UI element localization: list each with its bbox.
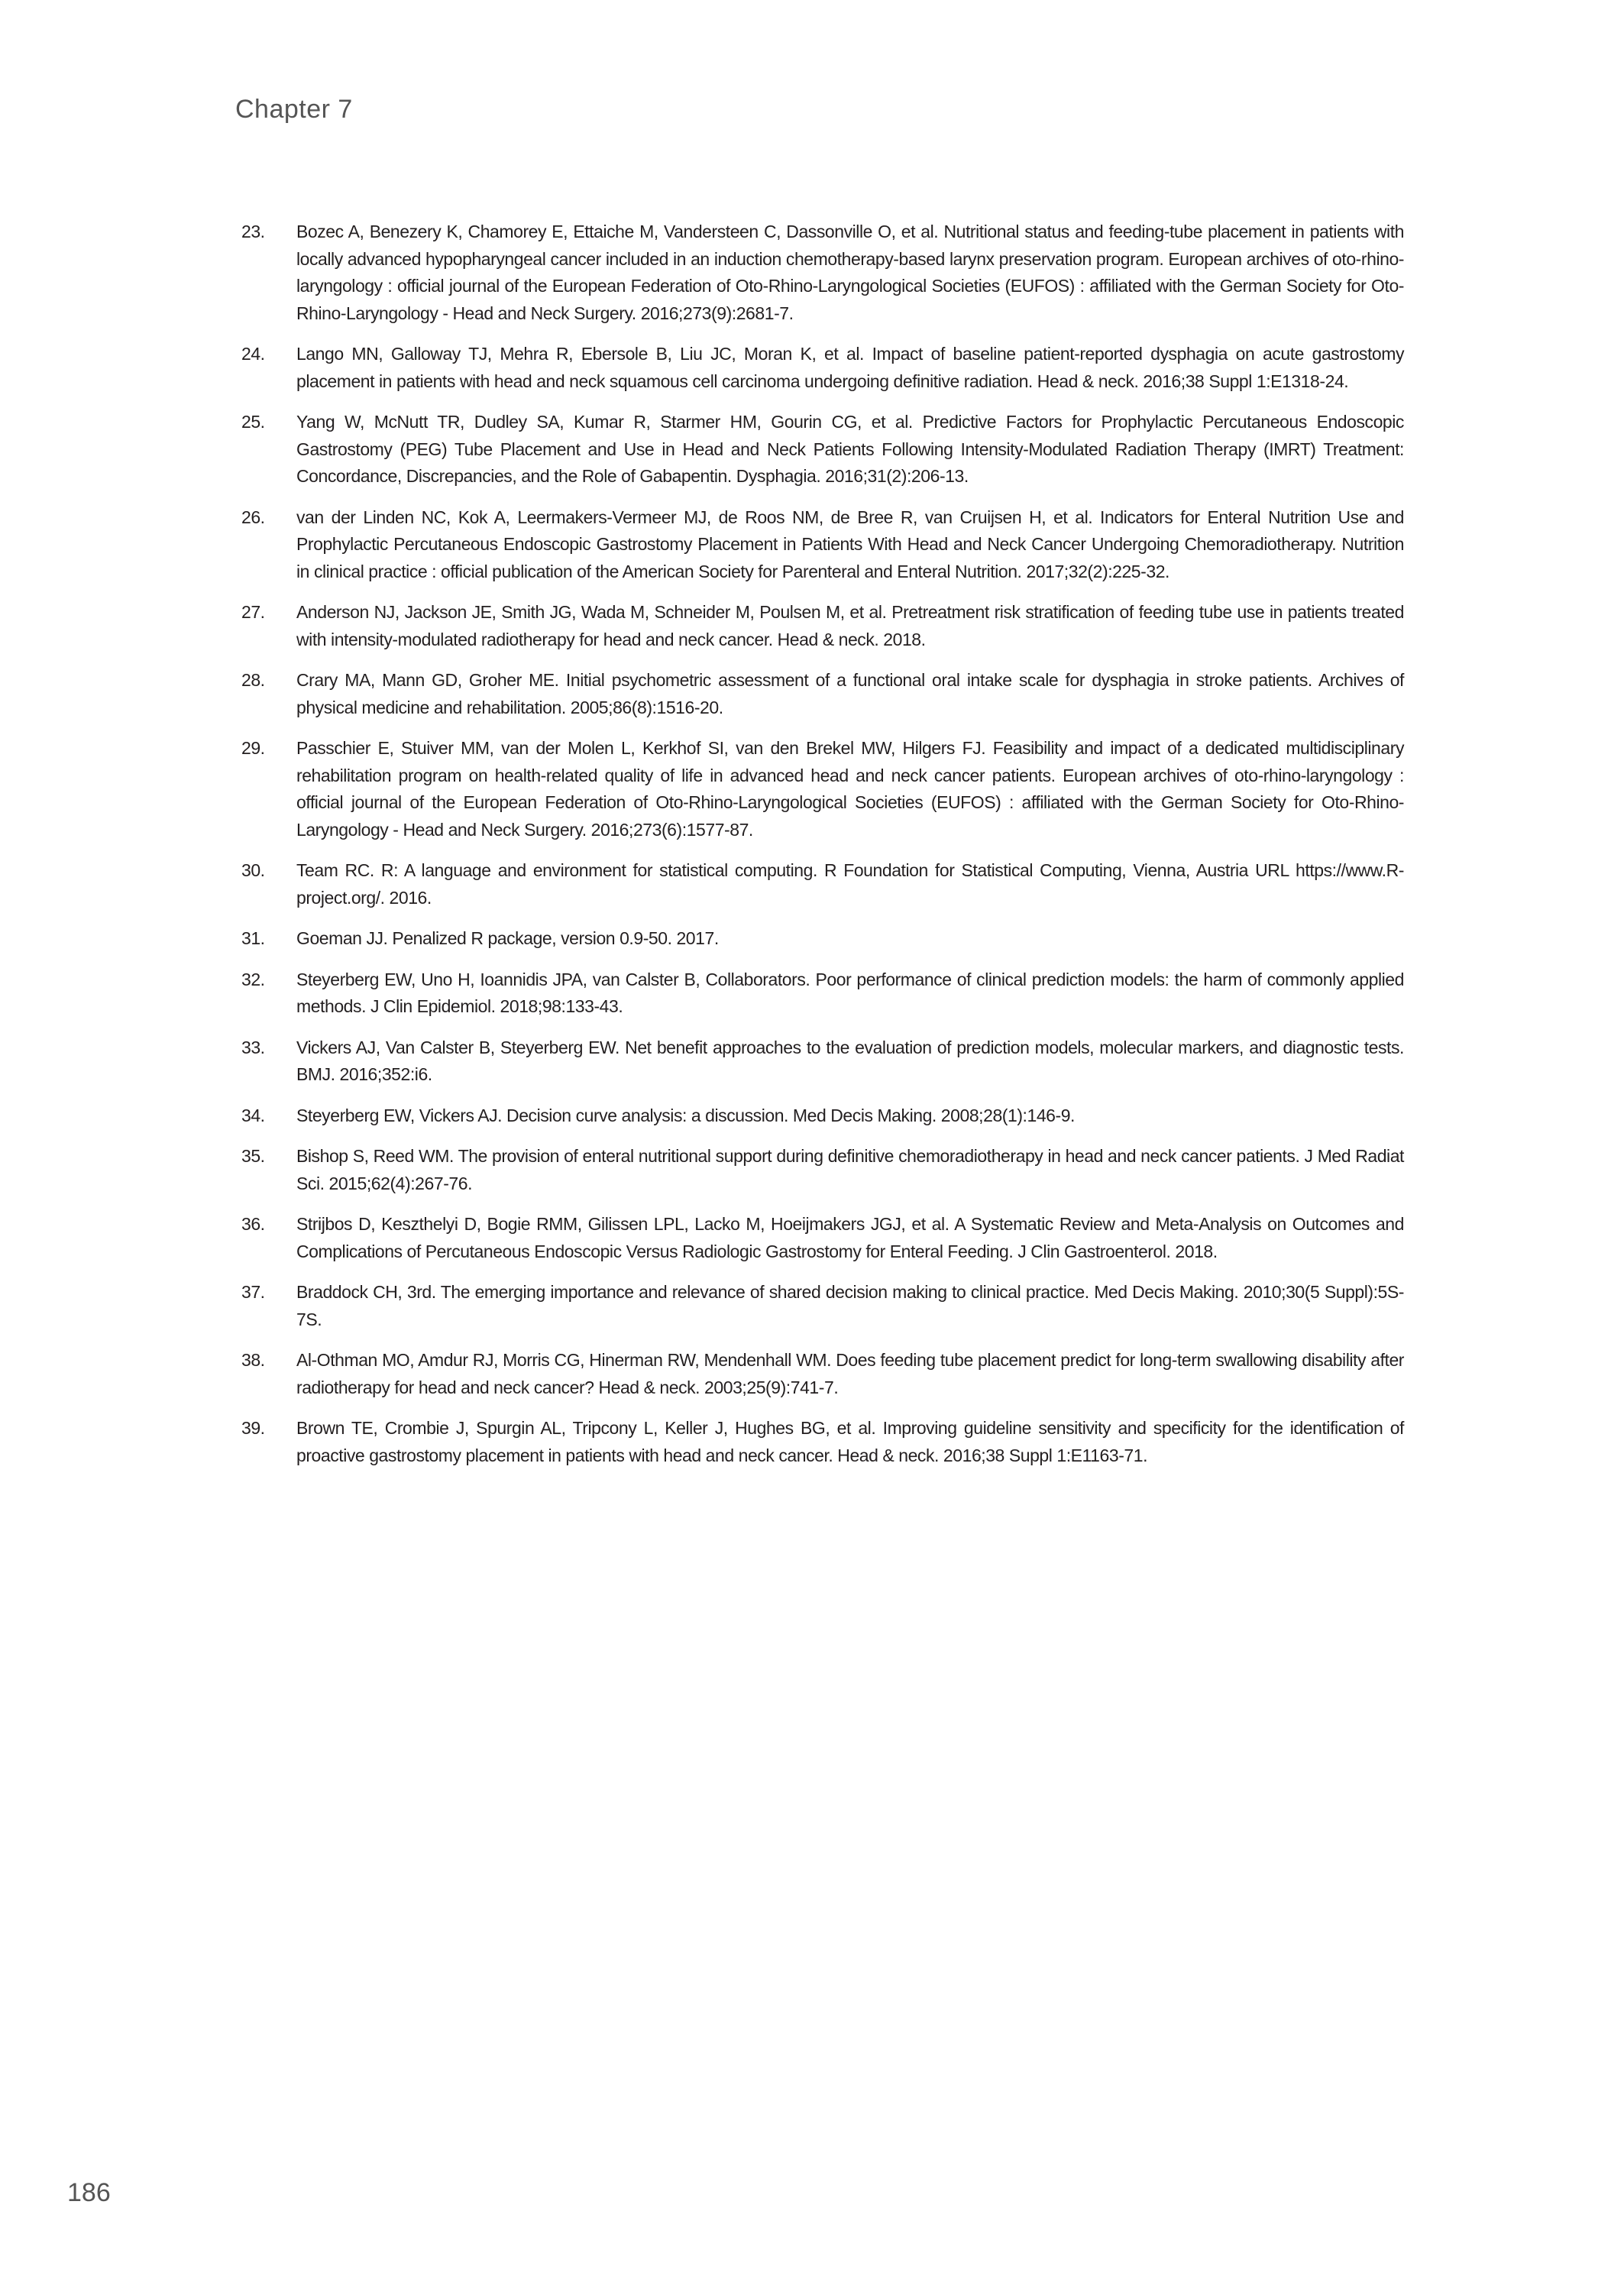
reference-item [241,1279,1404,1333]
reference-number: 39. [241,1418,265,1438]
reference-number: 27. [241,602,265,622]
reference-text: Yang W, McNutt TR, Dudley SA, Kumar R, Starmer HM, Gourin CG, et al. Predictive Factors for Prophylactic Percutaneous Endoscopic Gastrostomy (PEG) Tube Placement and Use in Head and Neck Patients Following Intensity-Modulated Radiation Therapy (IMRT) Treatment: Concordance, Discrepancies, and the Role of Gabapentin. Dysphagia. 2016;31(2):206-13. [296,412,1404,486]
reference-number: 28. [241,670,265,690]
reference-list [241,219,1404,1483]
reference-item [241,1211,1404,1265]
reference-text: van der Linden NC, Kok A, Leermakers-Vermeer MJ, de Roos NM, de Bree R, van Cruijsen H, et al. Indicators for Enteral Nutrition Use and Prophylactic Percutaneous Endoscopic Gastrostomy Placement in Patients With Head and Neck Cancer Undergoing Chemoradiotherapy. Nutrition in clinical practice : official publication of the American Society for Parenteral and Enteral Nutrition. 2017;32(2):225-32. [296,507,1404,581]
reference-item [241,219,1404,327]
reference-item [241,1102,1404,1130]
reference-number: 23. [241,222,265,241]
reference-text: Braddock CH, 3rd. The emerging importance and relevance of shared decision making to clinical practice. Med Decis Making. 2010;30(5 Suppl):5S-7S. [296,1282,1404,1329]
reference-text: Steyerberg EW, Vickers AJ. Decision curve analysis: a discussion. Med Decis Making. 2008;28(1):146-9. [296,1105,1075,1125]
reference-text: Bishop S, Reed WM. The provision of enteral nutritional support during definitive chemoradiotherapy in head and neck cancer patients. J Med Radiat Sci. 2015;62(4):267-76. [296,1146,1404,1193]
reference-text: Team RC. R: A language and environment for statistical computing. R Foundation for Statistical Computing, Vienna, Austria URL https://www.R-project.org/. 2016. [296,860,1404,908]
reference-item [241,667,1404,721]
reference-item [241,966,1404,1021]
reference-item [241,1034,1404,1089]
reference-number: 32. [241,969,265,989]
page-number: 186 [67,2178,111,2207]
reference-number: 26. [241,507,265,527]
reference-item [241,341,1404,395]
reference-number: 31. [241,928,265,948]
reference-text: Bozec A, Benezery K, Chamorey E, Ettaiche M, Vandersteen C, Dassonville O, et al. Nutritional status and feeding-tube placement in patients with locally advanced hypopharyngeal cancer included in an induction chemotherapy-based larynx preservation program. European archives of oto-rhino-laryngology : official journal of the European Federation of Oto-Rhino-Laryngological Societies (EUFOS) : affiliated with the German Society for Oto-Rhino-Laryngology - Head and Neck Surgery. 2016;273(9):2681-7. [296,222,1404,323]
reference-text: Al-Othman MO, Amdur RJ, Morris CG, Hinerman RW, Mendenhall WM. Does feeding tube placement predict for long-term swallowing disability after radiotherapy for head and neck cancer? Head & neck. 2003;25(9):741-7. [296,1350,1404,1397]
reference-item [241,857,1404,911]
reference-item [241,925,1404,953]
reference-item [241,409,1404,490]
reference-text: Goeman JJ. Penalized R package, version 0.9-50. 2017. [296,928,719,948]
reference-text: Strijbos D, Keszthelyi D, Bogie RMM, Gilissen LPL, Lacko M, Hoeijmakers JGJ, et al. A Systematic Review and Meta-Analysis on Outcomes and Complications of Percutaneous Endoscopic Versus Radiologic Gastrostomy for Enteral Feeding. J Clin Gastroenterol. 2018. [296,1214,1404,1261]
reference-number: 35. [241,1146,265,1166]
reference-text: Steyerberg EW, Uno H, Ioannidis JPA, van Calster B, Collaborators. Poor performance of clinical prediction models: the harm of commonly applied methods. J Clin Epidemiol. 2018;98:133-43. [296,969,1404,1016]
running-head: Chapter 7 [235,95,353,124]
reference-item [241,1143,1404,1197]
reference-item [241,1347,1404,1401]
reference-number: 37. [241,1282,265,1302]
reference-number: 34. [241,1105,265,1125]
reference-item [241,504,1404,586]
reference-text: Vickers AJ, Van Calster B, Steyerberg EW. Net benefit approaches to the evaluation of prediction models, molecular markers, and diagnostic tests. BMJ. 2016;352:i6. [296,1037,1404,1084]
reference-number: 30. [241,860,265,880]
reference-number: 24. [241,344,265,364]
reference-text: Anderson NJ, Jackson JE, Smith JG, Wada M, Schneider M, Poulsen M, et al. Pretreatment risk stratification of feeding tube use in patients treated with intensity-modulated radiotherapy for head and neck cancer. Head & neck. 2018. [296,602,1404,649]
reference-number: 36. [241,1214,265,1234]
reference-text: Brown TE, Crombie J, Spurgin AL, Tripcony L, Keller J, Hughes BG, et al. Improving guideline sensitivity and specificity for the identification of proactive gastrostomy placement in patients with head and neck cancer. Head & neck. 2016;38 Suppl 1:E1163-71. [296,1418,1404,1465]
reference-text: Passchier E, Stuiver MM, van der Molen L, Kerkhof SI, van den Brekel MW, Hilgers FJ. Feasibility and impact of a dedicated multidisciplinary rehabilitation program on health-related quality of life in advanced head and neck cancer patients. European archives of oto-rhino-laryngology : official journal of the European Federation of Oto-Rhino-Laryngological Societies (EUFOS) : affiliated with the German Society for Oto-Rhino-Laryngology - Head and Neck Surgery. 2016;273(6):1577-87. [296,738,1404,840]
reference-number: 25. [241,412,265,432]
reference-number: 29. [241,738,265,758]
reference-number: 38. [241,1350,265,1370]
reference-item [241,599,1404,653]
reference-text: Crary MA, Mann GD, Groher ME. Initial psychometric assessment of a functional oral intake scale for dysphagia in stroke patients. Archives of physical medicine and rehabilitation. 2005;86(8):1516-20. [296,670,1404,717]
reference-number: 33. [241,1037,265,1057]
reference-item [241,735,1404,843]
reference-text: Lango MN, Galloway TJ, Mehra R, Ebersole B, Liu JC, Moran K, et al. Impact of baseline patient-reported dysphagia on acute gastrostomy placement in patients with head and neck squamous cell carcinoma undergoing definitive radiation. Head & neck. 2016;38 Suppl 1:E1318-24. [296,344,1404,391]
reference-item [241,1415,1404,1469]
